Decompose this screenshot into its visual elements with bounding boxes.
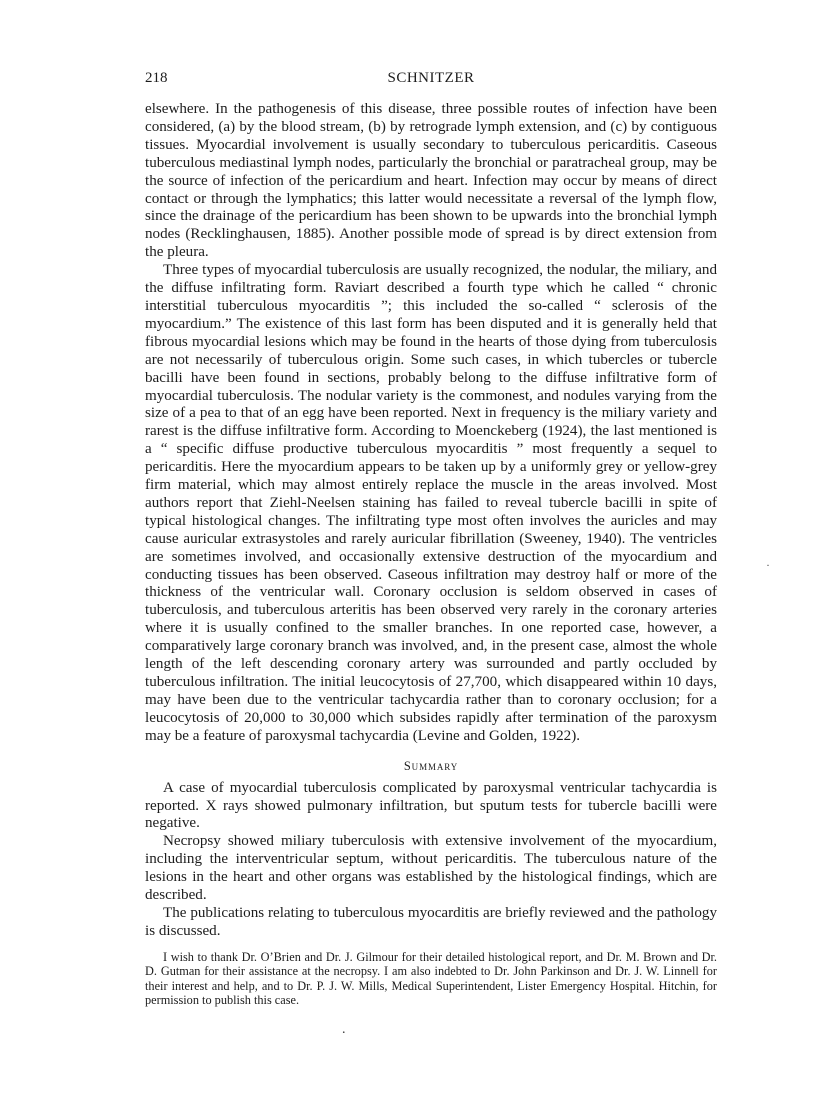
body-paragraph: elsewhere. In the pathogenesis of this disease, three possible routes of infection have been considered, (a) by the blood stream, (b) by retrograde lymph extension, and (c) by contiguous tissues. Myocardial involvement is usually secondary to tuberculous pericarditis. Caseous tuberculous mediastinal lymph nodes, particularly the bronchial or paratracheal group, may be the source of infection of the pericardium and heart. Infection may occur by means of direct contact or through the lymphatics; this latter would necessitate a reversal of the lymph flow, since the drainage of the pericardium has been shown to be upwards into the bronchial lymph nodes (Recklinghausen, 1885). Another possible mode of spread is by direct extension from the pleura. bbox=[145, 101, 717, 261]
page-header bbox=[145, 70, 717, 92]
summary-paragraph: The publications relating to tuberculous myocarditis are briefly reviewed and the pathology is discussed. bbox=[145, 904, 717, 939]
page-number: 218 bbox=[145, 70, 168, 86]
summary-paragraph: A case of myocardial tuberculosis complicated by paroxysmal ventricular tachycardia is reported. X rays showed pulmonary infiltration, but sputum tests for tubercle bacilli were negative. bbox=[145, 779, 717, 832]
body-paragraph: Three types of myocardial tuberculosis are usually recognized, the nodular, the miliary, and the diffuse infiltrating form. Raviart described a fourth type which he called “ chronic interstitial tuberculous myocarditis ”; this included the so-called “ sclerosis of the myocardium.” The existence of this last form has been disputed and it is generally held that fibrous myocardial lesions which may be found in the hearts of those dying from tuberculosis are not necessarily of tuberculous origin. Some such cases, in which tubercles or tubercle bacilli have been found in sections, probably belong to the diffuse infiltrative form of myocardial tuberculosis. The nodular variety is the commonest, and nodules varying from the size of a pea to that of an egg have been reported. Next in frequency is the miliary variety and rarest is the diffuse infiltrative form. According to Moenckeberg (1924), the last mentioned is a “ specific diffuse productive tuberculous myocarditis ” most frequently a sequel to pericarditis. Here the myocardium appears to be taken up by a uniformly grey or yellow-grey firm material, which may almost entirely replace the muscle in the areas involved. Most authors report that Ziehl-Neelsen staining has failed to reveal tubercle bacilli in spite of typical histological changes. The infiltrating type most often involves the auricles and may cause auricular extrasystoles and rarely auricular fibrillation (Sweeney, 1940). The ventricles are sometimes involved, and occasionally extensive destruction of the myocardium and conducting tissues has been observed. Caseous infiltration may destroy half or more of the thickness of the ventricular wall. Coronary occlusion is seldom observed in cases of tuberculosis, and tuberculous arteritis has been observed very rarely in the coronary arteries where it is usually confined to the smaller branches. In one reported case, however, a comparatively large coronary branch was involved, and, in the present case, almost the whole length of the left descending coronary artery was surrounded and partly occluded by tuberculous infiltration. The initial leucocytosis of 27,700, which disappeared within 10 days, may have been due to the ventricular tachycardia rather than to coronary occlusion; for a leucocytosis of 20,000 to 30,000 which subsides rapidly after termination of the paroxysm may be a feature of paroxysmal tachycardia (Levine and Golden, 1922). bbox=[145, 262, 717, 744]
bottom-dot: . bbox=[342, 1022, 346, 1037]
summary-paragraph: Necropsy showed miliary tuberculosis with extensive involvement of the myocardium, including the interventricular septum, without pericarditis. The tuberculous nature of the lesions in the heart and other organs was established by the histological findings, which are described. bbox=[145, 833, 717, 904]
article-body bbox=[145, 101, 717, 1007]
acknowledgement: I wish to thank Dr. O’Brien and Dr. J. Gilmour for their detailed histological report, and Dr. M. Brown and Dr. D. Gutman for their assistance at the necropsy. I am also indebted to Dr. John Parkinson and Dr. J. W. Linnell for their interest and help, and to Dr. P. J. W. Mills, Medical Superintendent, Lister Emergency Hospital. Hitchin, for permission to publish this case. bbox=[145, 949, 717, 1007]
margin-dot: · bbox=[766, 558, 770, 572]
running-head: SCHNITZER bbox=[387, 70, 475, 86]
summary-heading: Summary bbox=[403, 758, 459, 773]
